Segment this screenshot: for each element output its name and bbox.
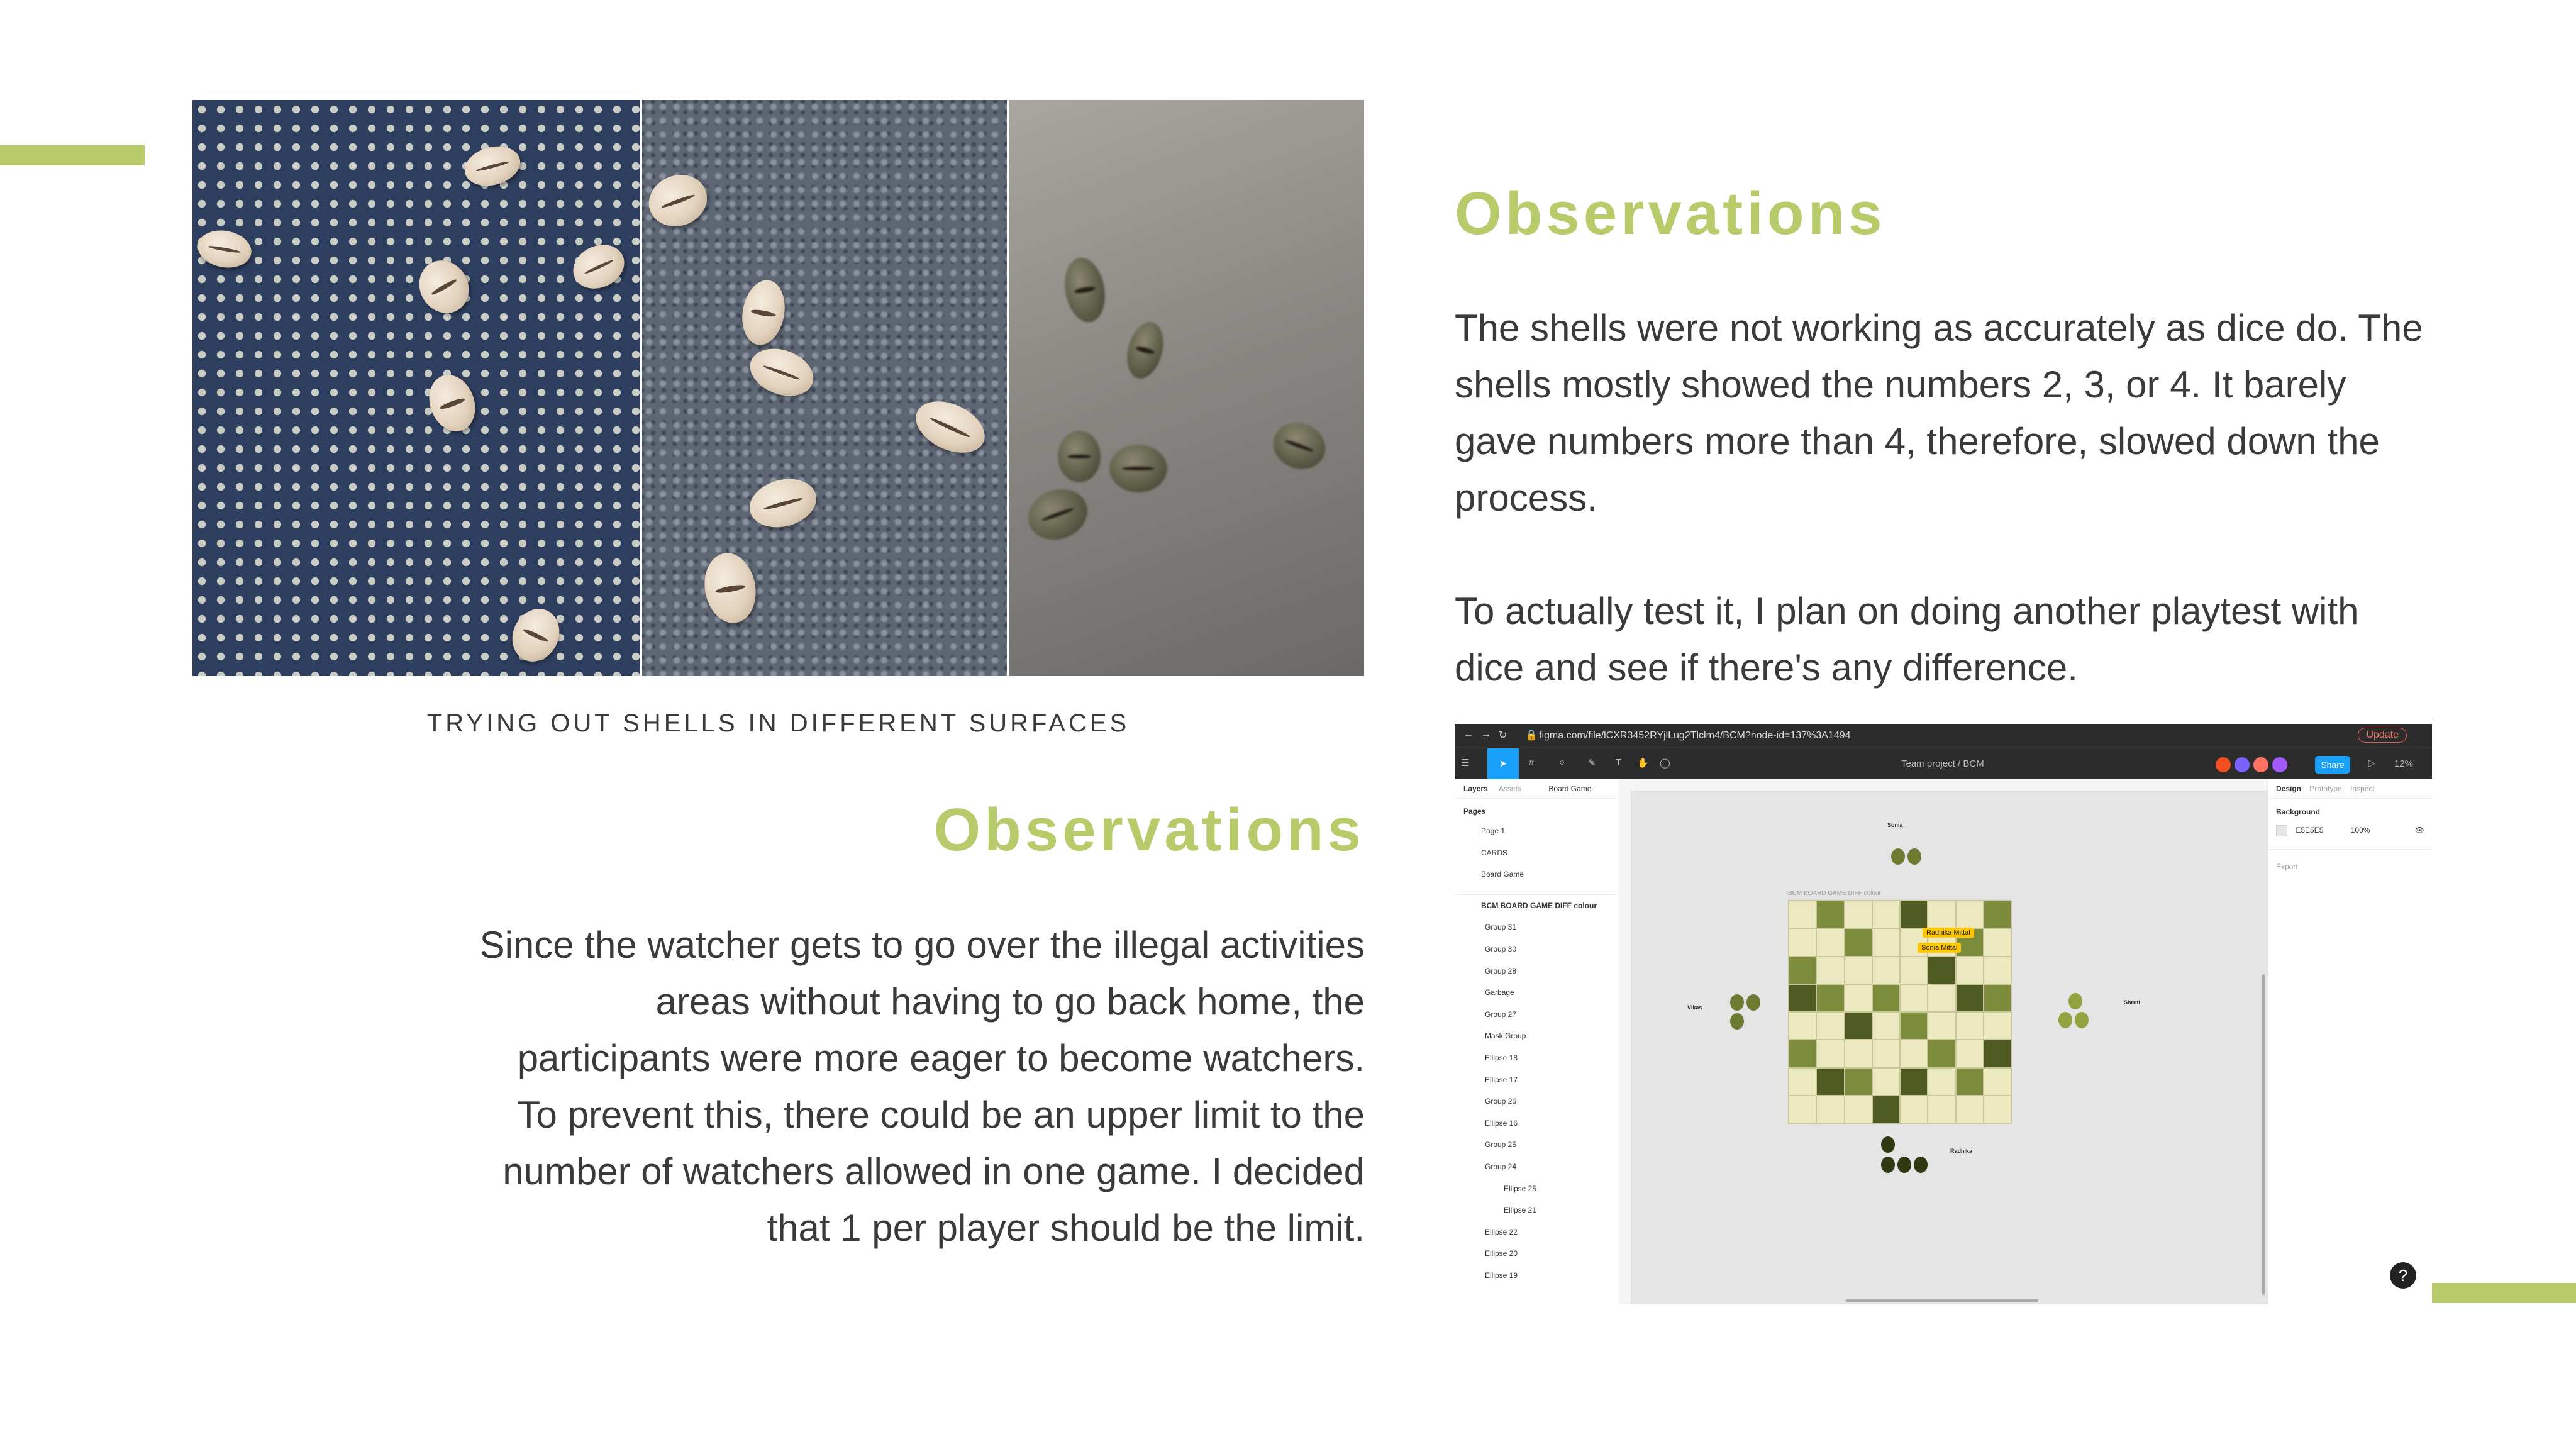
photo-caption: TRYING OUT SHELLS IN DIFFERENT SURFACES	[426, 709, 1130, 737]
shell-photos	[192, 100, 1364, 676]
menu-icon[interactable]: ☰	[1461, 758, 1470, 769]
lock-icon: 🔒	[1525, 730, 1538, 741]
player-token[interactable]	[1730, 994, 1744, 1011]
right-heading: Observations	[1455, 180, 1886, 247]
reload-icon[interactable]: ↻	[1499, 730, 1507, 741]
figma-layers-panel	[1455, 779, 1619, 1304]
right-paragraph-1: The shells were not working as accurately as dice do. The shells mostly showed the numbers 2, 3, or 4. It barely gave numbers more than 4, therefore, slowed down the process.	[1455, 307, 2423, 519]
avatar	[2235, 757, 2250, 772]
frame-layer[interactable]: BCM BOARD GAME DIFF colour	[1455, 894, 1618, 917]
figma-toolbar	[1455, 748, 2432, 780]
pen-tool-icon[interactable]: ✎	[1588, 758, 1596, 769]
tab-prototype[interactable]: Prototype	[2309, 784, 2342, 793]
export-label: Export	[2268, 849, 2432, 884]
player-token[interactable]	[1746, 994, 1760, 1011]
player-token[interactable]	[2068, 993, 2082, 1009]
player-token[interactable]	[1730, 1013, 1744, 1030]
left-paragraph-2: To prevent this, there could be an upper limit to the number of watchers allowed in one game. I decided that 1 per player should be the limit.	[502, 1094, 1365, 1249]
page-item-active[interactable]: Board Game	[1481, 870, 1524, 879]
player-token[interactable]	[1907, 848, 1921, 865]
frame-tool-icon[interactable]: #	[1529, 757, 1535, 768]
ruler-top	[1618, 779, 2268, 791]
player-label: Radhika	[1950, 1148, 1973, 1154]
layer-item[interactable]: Ellipse 16	[1485, 1118, 1518, 1128]
background-label: Background	[2276, 808, 2321, 816]
accent-bar-bottom-right	[2431, 1283, 2576, 1303]
layer-item[interactable]: Ellipse 25	[1504, 1184, 1537, 1193]
background-opacity[interactable]: 100%	[2350, 826, 2370, 835]
tab-design[interactable]: Design	[2276, 784, 2302, 793]
figma-url-bar	[1455, 724, 2432, 748]
player-token[interactable]	[2058, 1012, 2072, 1028]
player-token[interactable]	[1891, 848, 1905, 865]
layer-item[interactable]: Group 27	[1485, 1009, 1517, 1019]
layer-item[interactable]: Group 26	[1485, 1097, 1517, 1106]
photo-blue-mat	[192, 100, 642, 676]
layer-item[interactable]: Ellipse 19	[1485, 1270, 1518, 1280]
background-swatch[interactable]	[2276, 825, 2287, 836]
right-body	[1455, 300, 2436, 696]
vertical-scrollbar[interactable]	[2262, 974, 2265, 1295]
horizontal-scrollbar[interactable]	[1846, 1299, 2038, 1302]
page-selector[interactable]: Board Game	[1548, 784, 1592, 793]
photo-shaggy-rug	[642, 100, 1009, 676]
share-button[interactable]: Share	[2315, 756, 2350, 774]
player-label: Shruti	[2124, 999, 2140, 1006]
avatar	[2272, 757, 2287, 772]
layer-item[interactable]: Ellipse 17	[1485, 1075, 1518, 1084]
layer-item[interactable]: Mask Group	[1485, 1031, 1526, 1041]
shape-tool-icon[interactable]: ○	[1559, 757, 1565, 768]
layer-item[interactable]: Ellipse 21	[1504, 1206, 1537, 1215]
canvas-frame-label: BCM BOARD GAME DIFF colour	[1788, 890, 1881, 897]
layer-item[interactable]: Ellipse 22	[1485, 1227, 1518, 1236]
background-hex[interactable]: E5E5E5	[2296, 826, 2324, 835]
player-token[interactable]	[1897, 1157, 1911, 1173]
url-text[interactable]: figma.com/file/lCXR3452RYjlLug2Tlclm4/BCM?node-id=137%3A1494	[1539, 730, 1851, 741]
play-icon[interactable]: ▷	[2368, 758, 2375, 769]
update-button[interactable]: Update	[2358, 728, 2407, 743]
comment-tool-icon[interactable]: ◯	[1660, 758, 1670, 769]
figma-design-panel	[2268, 779, 2432, 1304]
cursor-label: Radhika Mittal	[1923, 928, 1974, 938]
layer-item[interactable]: Group 28	[1485, 966, 1517, 975]
pages-label: Pages	[1463, 807, 1486, 816]
text-tool-icon[interactable]: T	[1616, 757, 1622, 768]
player-token[interactable]	[1881, 1157, 1895, 1173]
right-paragraph-2: To actually test it, I plan on doing another playtest with dice and see if there's any difference.	[1455, 590, 2359, 689]
layer-item[interactable]: Ellipse 18	[1485, 1053, 1518, 1062]
player-token[interactable]	[1914, 1157, 1928, 1173]
player-label: Sonia	[1887, 822, 1903, 828]
forward-arrow-icon[interactable]: →	[1481, 729, 1491, 740]
layer-item[interactable]: Garbage	[1485, 988, 1514, 997]
player-label: Vikas	[1687, 1004, 1702, 1011]
accent-bar-top-left	[0, 145, 145, 165]
figma-canvas[interactable]	[1618, 779, 2268, 1304]
cursor-label: Sonia Mittal	[1918, 943, 1961, 953]
left-heading: Observations	[933, 796, 1365, 863]
figma-screenshot	[1455, 724, 2432, 1304]
eye-icon[interactable]: 👁	[2414, 826, 2424, 835]
layer-item[interactable]: Group 24	[1485, 1162, 1517, 1171]
board-game-frame[interactable]	[1788, 900, 2012, 1124]
player-token[interactable]	[2075, 1012, 2089, 1028]
player-token[interactable]	[1881, 1136, 1895, 1153]
left-paragraph-1: Since the watcher gets to go over the illegal activities areas without having to go back home, the participants were more eager to become watchers.	[479, 924, 1365, 1079]
tab-assets[interactable]: Assets	[1499, 784, 1522, 793]
ruler-left	[1618, 779, 1631, 1304]
back-arrow-icon[interactable]: ←	[1463, 729, 1474, 740]
left-body	[440, 917, 1365, 1257]
tab-layers[interactable]: Layers	[1463, 784, 1488, 793]
page-item[interactable]: CARDS	[1481, 848, 1508, 857]
layer-item[interactable]: Ellipse 20	[1485, 1249, 1518, 1258]
zoom-level[interactable]: 12%	[2394, 758, 2413, 769]
move-tool-icon[interactable]: ➤	[1487, 748, 1519, 780]
avatar	[2253, 757, 2268, 772]
tab-inspect[interactable]: Inspect	[2350, 784, 2375, 793]
page-item[interactable]: Page 1	[1481, 826, 1506, 835]
avatar	[2216, 757, 2231, 772]
layer-item[interactable]: Group 30	[1485, 944, 1517, 953]
help-button[interactable]: ?	[2390, 1262, 2416, 1289]
photo-grey-surface	[1009, 100, 1364, 676]
breadcrumb[interactable]: Team project / BCM	[1901, 758, 1984, 769]
hand-tool-icon[interactable]: ✋	[1637, 758, 1649, 769]
layer-item[interactable]: Group 31	[1485, 923, 1517, 932]
layer-item[interactable]: Group 25	[1485, 1140, 1517, 1150]
